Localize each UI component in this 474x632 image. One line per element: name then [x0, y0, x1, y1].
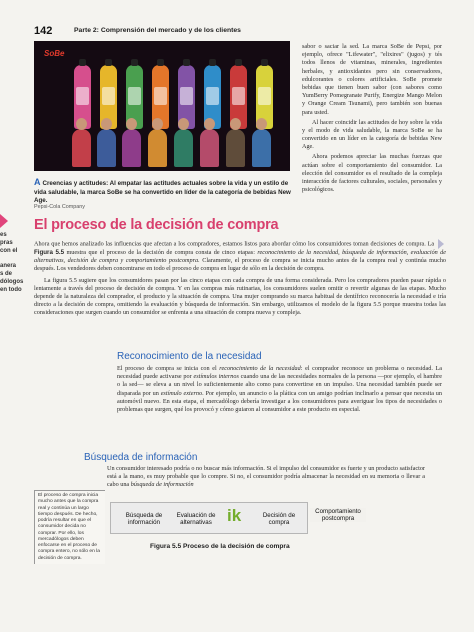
text-run: El proceso de compra se inicia con el [117, 365, 217, 372]
person-figure [174, 129, 193, 167]
stage-list: reconocimiento de la necesidad, búsqueda de información, evaluación de alternativas, decisión de compra y comportamiento postcompra. [34, 249, 446, 265]
caption-text: Creencias y actitudes: Al empatar las actitudes actuales sobre la vida y un estilo de vida saludable, la marca SoBe se ha convertido en líder de la categoría de bebidas New Age. [34, 180, 291, 204]
sobe-photo [34, 41, 290, 171]
photo-caption [34, 177, 292, 205]
diagram-marker: ik [227, 506, 242, 525]
sobe-logo: SoBe [44, 49, 65, 58]
person-figure [252, 129, 271, 167]
margin-note-line: pras [0, 239, 13, 246]
stage-postpurchase: Comportamiento postcompra [315, 508, 361, 523]
margin-note [0, 232, 26, 294]
section-title: El proceso de la decisión de compra [34, 217, 279, 233]
text-run: cuando una de las necesidades normales de la persona —por ejemplo, el hambre o la sed— se eleva a un nivel lo suficientemente alto como para convertirse en un impulso. Una necesidad también puede ser disparada por un [117, 373, 442, 397]
margin-note-line [0, 255, 26, 263]
information-search-text [107, 465, 425, 490]
paragraph: sabor o saciar la sed. La marca SoBe de Pepsi, por ejemplo, ofrece "Lifewater", "elixires" (jugos) y tés todos llenos de vitaminas, minerales, ingredientes herbales, y antioxidantes pero sin conservadores, edulcorantes o colores artificiales. SoBe promete bebidas que tienen buen sabor (con sabores como YumBerry Pomegranate Purify, Energize Mango Melon y Orange Cream Tsunami), pero también son buenas para usted. [302, 43, 442, 116]
subheading-need-recognition: Reconocimiento de la necesidad [117, 351, 262, 362]
paragraph: La figura 5.5 sugiere que los consumidores pasan por las cinco etapas con cada compra de una forma considerada. Pero los compradores pueden pasar rápida o lentamente a través del proceso de decisión de compra. Y en las compras más rutinarias, los consumidores suelen omitir o revertir algunas de las etapas. Mucho depende de la naturaleza del comprador, el producto y la situación de compra. Una mujer comprando su marca habitual de dentífrico reconocería la necesidad e iría directo a la decisión de compra, omitiendo la evaluación y búsqueda de información. Sin embargo, utilizamos el modelo de la figura 5.5 porque muestra todas las consideraciones que surgen cuando un consumidor se enfrenta a una situación de compra nueva y compleja. [34, 276, 446, 317]
person-figure [122, 129, 141, 167]
text-run: . Por ejemplo, un anuncio o la plática con un amigo podrían inclinarlo a pensar que necesita un automóvil nuevo. En esta etapa, el mercadólogo debería investigar a los consumidores para averiguar los tipos de necesidades o problemas que surgen, qué los provocó y cómo guiaron al consumidor a este producto en especial. [117, 389, 442, 413]
paragraph [34, 239, 446, 274]
photo-credit: Pepsi-Cola Company [34, 204, 85, 210]
text-run: Un consumidor interesado podría o no buscar más información. Si el impulso del consumidor es fuerte y un producto satisfactor está a la mano, es muy probable que lo compre. Si no, el consumidor podría almacenar la necesidad en su memoria o llevar a cabo una [107, 465, 425, 489]
running-head: Parte 2: Comprensión del mercado y de los clientes [74, 27, 241, 34]
figure-reference: Figura 5.5 [34, 249, 65, 256]
stage-postpurchase-box [310, 508, 366, 522]
stage-purchase-decision: Decisión de compra [262, 512, 296, 527]
margin-note-line: anera [0, 263, 17, 270]
page-number: 142 [34, 25, 53, 37]
margin-note-line: dólogos [0, 278, 24, 285]
key-term: reconocimiento de la necesidad [219, 365, 301, 372]
text-run: Ahora que hemos analizado las influencias que afectan a los compradores, estamos listos para abordar cómo los consumidores toman decisiones de compra. La [34, 240, 435, 248]
person-figure [72, 129, 91, 167]
margin-note-line: s de [0, 270, 13, 277]
figure-caption: Figura 5.5 Proceso de la decisión de compra [150, 543, 290, 550]
key-term: estímulos internos [193, 373, 239, 381]
text-run: muestra que el proceso de la decisión de compra consta de cinco etapas: [66, 249, 255, 256]
key-term: búsqueda de información [130, 481, 194, 489]
key-term: estímulo externo [160, 389, 203, 397]
stage-information-search: Búsqueda de información [125, 512, 163, 527]
margin-note-line: en todo [0, 286, 22, 293]
text-run: : el comprador reconoce un problema o necesidad. La necesidad puede activarse por [117, 365, 443, 381]
subheading-information-search: Búsqueda de información [84, 452, 198, 463]
person-figure [200, 129, 219, 167]
margin-note-line: es [0, 232, 7, 238]
person-figure [97, 129, 116, 167]
margin-note-line: con el [0, 247, 18, 254]
paragraph: Ahora podemos apreciar las muchas fuerzas que actúan sobre el comportamiento del consumidor. La elección del consumidor es el resultado de la compleja interacción de factores culturales, sociales, personales y psicológicos. [302, 153, 442, 194]
paragraph: Al hacer coincidir las actitudes de hoy sobre la vida y el modo de vida saludable, la marca SoBe se ha convertido en un líder en la categoría de bebidas New Age. [302, 118, 442, 151]
person-figure [226, 129, 245, 167]
sidebar-note: El proceso de compra inicia mucho antes que la compra real y continúa un largo tiempo después. De hecho, podría resultar en que el consumidor decida no comprar. Por ello, los mercadólogos deben enfocarse en el proceso de compra entero, no sólo en la decisión de compra. [34, 490, 105, 564]
section-body [34, 239, 446, 321]
caption-marker: A [34, 177, 41, 187]
person-figure [148, 129, 167, 167]
text-run: Claramente, el proceso de compra se inicia mucho antes de la compra real y continúa mucho después. Los vendedores deben concentrarse en todo el proceso de compra en lugar de sólo en la decisión de compra. [34, 257, 447, 273]
figure-arrow-icon [438, 239, 444, 249]
stage-evaluation: Evaluación de alternativas [176, 512, 216, 527]
need-recognition-text [117, 365, 442, 414]
margin-arrow-icon [0, 214, 8, 228]
right-column-text [302, 43, 442, 196]
process-diagram [110, 502, 308, 534]
